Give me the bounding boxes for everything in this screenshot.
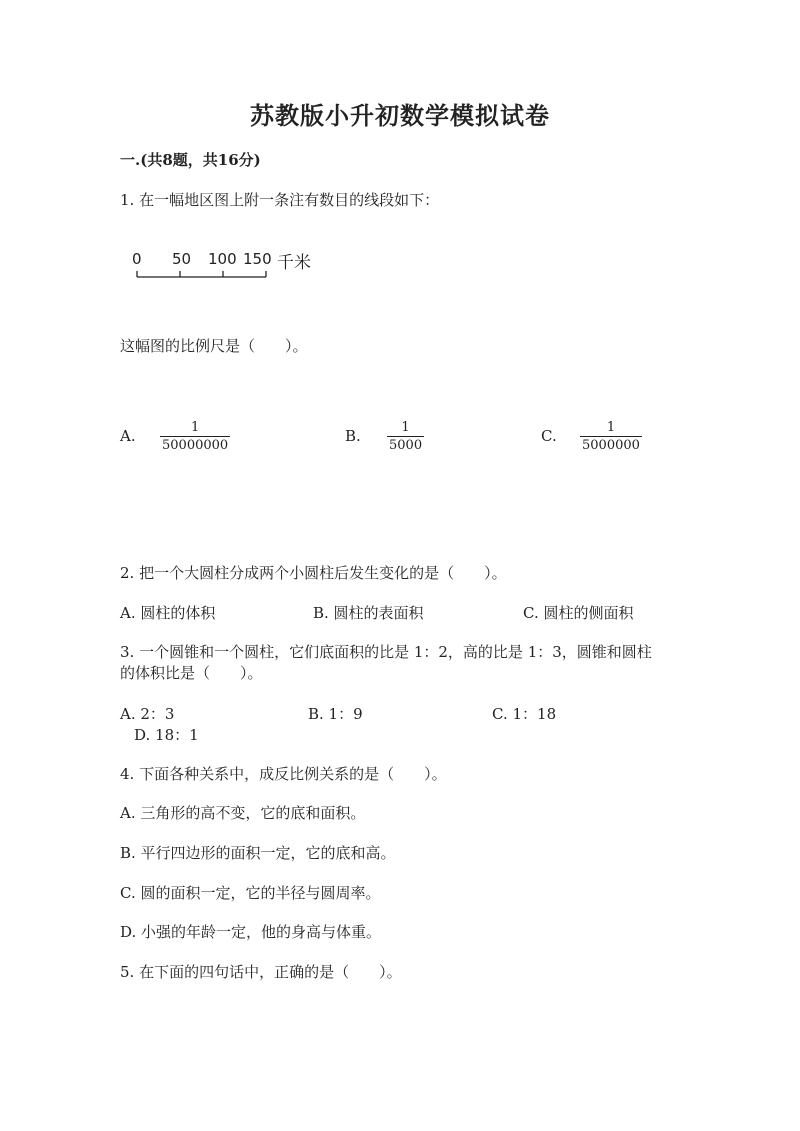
question-4-stem: 4. 下面各种关系中，成反比例关系的是（ ）。	[120, 765, 447, 783]
scale-tick-label: 150	[243, 250, 272, 268]
option-letter: C.	[541, 427, 557, 445]
fraction-numerator: 1	[606, 420, 616, 435]
page-title: 苏教版小升初数学模拟试卷	[250, 101, 550, 130]
scale-tick-label: 50	[172, 250, 192, 268]
option-text: B. 平行四边形的面积一定，它的底和高。	[120, 844, 396, 862]
option-text: C. 1：18	[492, 705, 557, 723]
question-2-stem: 2. 把一个大圆柱分成两个小圆柱后发生变化的是（ ）。	[120, 564, 507, 582]
scale-tick-label: 0	[132, 250, 142, 268]
scale-unit-label: 千米	[277, 253, 311, 273]
option-text: A. 2：3	[120, 705, 175, 723]
fraction-numerator: 1	[190, 420, 200, 435]
option-text: D. 小强的年龄一定，他的身高与体重。	[120, 923, 382, 941]
question-3-stem: 3. 一个圆锥和一个圆柱，它们底面积的比是 1：2，高的比是 1：3，圆锥和圆柱	[120, 643, 652, 661]
option-text: B. 1：9	[308, 705, 363, 723]
option-fraction	[160, 420, 230, 454]
scale-bar	[130, 246, 330, 286]
option-letter: B.	[345, 427, 361, 445]
fraction-denominator: 5000	[389, 438, 423, 453]
option-text: C. 圆的面积一定，它的半径与圆周率。	[120, 884, 381, 902]
question-1-prompt: 这幅图的比例尺是（ ）。	[120, 337, 308, 355]
option-fraction	[580, 420, 642, 454]
fraction-denominator: 5000000	[582, 438, 640, 453]
option-text: C. 圆柱的侧面积	[523, 604, 634, 622]
option-text: A. 圆柱的体积	[120, 604, 216, 622]
question-3-stem-continued: 的体积比是（ ）。	[120, 664, 263, 682]
fraction-denominator: 50000000	[162, 438, 229, 453]
option-fraction	[387, 420, 424, 454]
option-text: A. 三角形的高不变，它的底和面积。	[120, 804, 366, 822]
option-text: B. 圆柱的表面积	[313, 604, 424, 622]
scale-line	[130, 268, 280, 282]
fraction-numerator: 1	[401, 420, 410, 435]
option-text: D. 18：1	[134, 726, 199, 744]
scale-tick-label: 100	[208, 250, 237, 268]
option-letter: A.	[120, 427, 136, 445]
question-5-stem: 5. 在下面的四句话中，正确的是（ ）。	[120, 963, 402, 981]
section-heading: 一.(共8题，共16分)	[120, 151, 261, 169]
question-1-stem: 1. 在一幅地区图上附一条注有数目的线段如下：	[120, 191, 440, 209]
